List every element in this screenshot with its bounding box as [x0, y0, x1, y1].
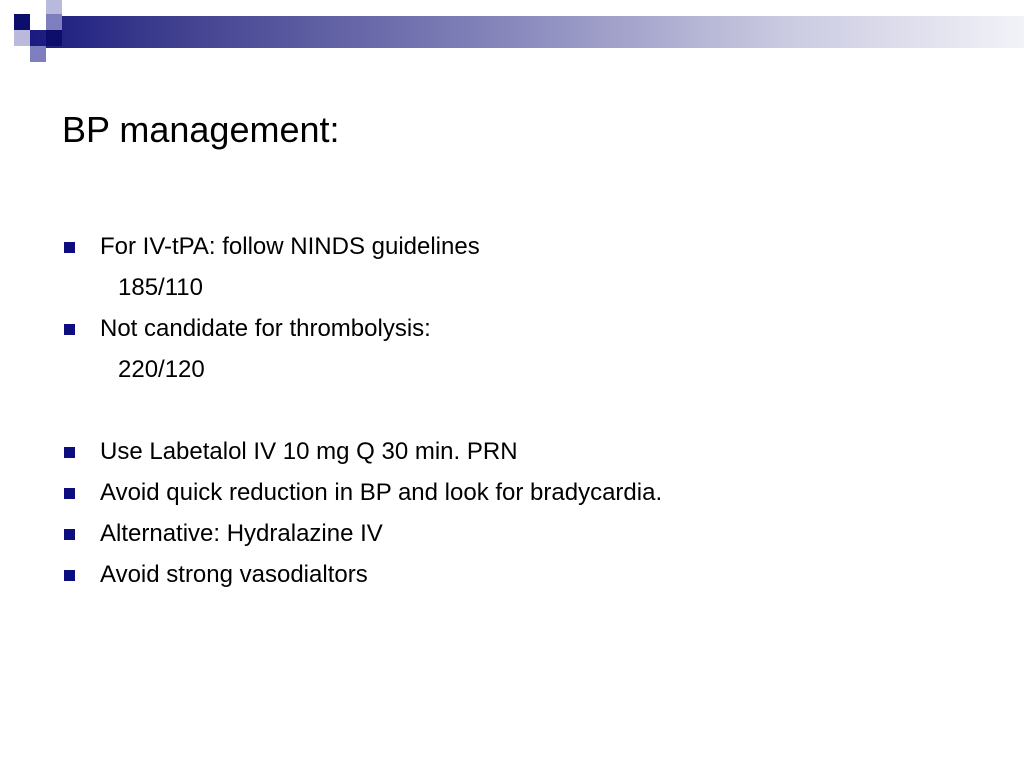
decor-square-mid-2 [30, 46, 46, 62]
bullet-item [62, 226, 962, 267]
square-bullet-icon [64, 570, 75, 581]
sub-item [62, 267, 962, 308]
bullet-text: Alternative: Hydralazine IV [100, 520, 383, 547]
sub-text: 220/120 [118, 356, 205, 383]
square-bullet-icon [64, 242, 75, 253]
bullet-item [62, 431, 962, 472]
square-bullet-icon [64, 529, 75, 540]
spacer [62, 390, 962, 431]
sub-item [62, 349, 962, 390]
decor-square-light [46, 0, 62, 14]
square-bullet-icon [64, 447, 75, 458]
bullet-item [62, 554, 962, 595]
square-bullet-icon [64, 488, 75, 499]
decor-square-white [30, 14, 46, 30]
bullet-text: Avoid quick reduction in BP and look for bradycardia. [100, 479, 663, 506]
header-gradient-band [30, 14, 1024, 48]
bullet-list [62, 226, 962, 595]
square-bullet-icon [64, 324, 75, 335]
bullet-item [62, 513, 962, 554]
decor-square-mid [46, 14, 62, 30]
bullet-item [62, 472, 962, 513]
sub-text: 185/110 [118, 274, 203, 301]
decor-square-white-top [62, 0, 78, 14]
bullet-item [62, 308, 962, 349]
header-band-highlight [30, 14, 1024, 16]
bullet-text: Use Labetalol IV 10 mg Q 30 min. PRN [100, 438, 518, 465]
bullet-text: Not candidate for thrombolysis: [100, 315, 431, 342]
decor-square-navy-2 [46, 30, 62, 46]
bullet-text: For IV-tPA: follow NINDS guidelines [100, 233, 480, 260]
slide-title: BP management: [62, 109, 340, 150]
decor-square-light-2 [14, 30, 30, 46]
decor-square-navy [14, 14, 30, 30]
bullet-text: Avoid strong vasodialtors [100, 561, 368, 588]
